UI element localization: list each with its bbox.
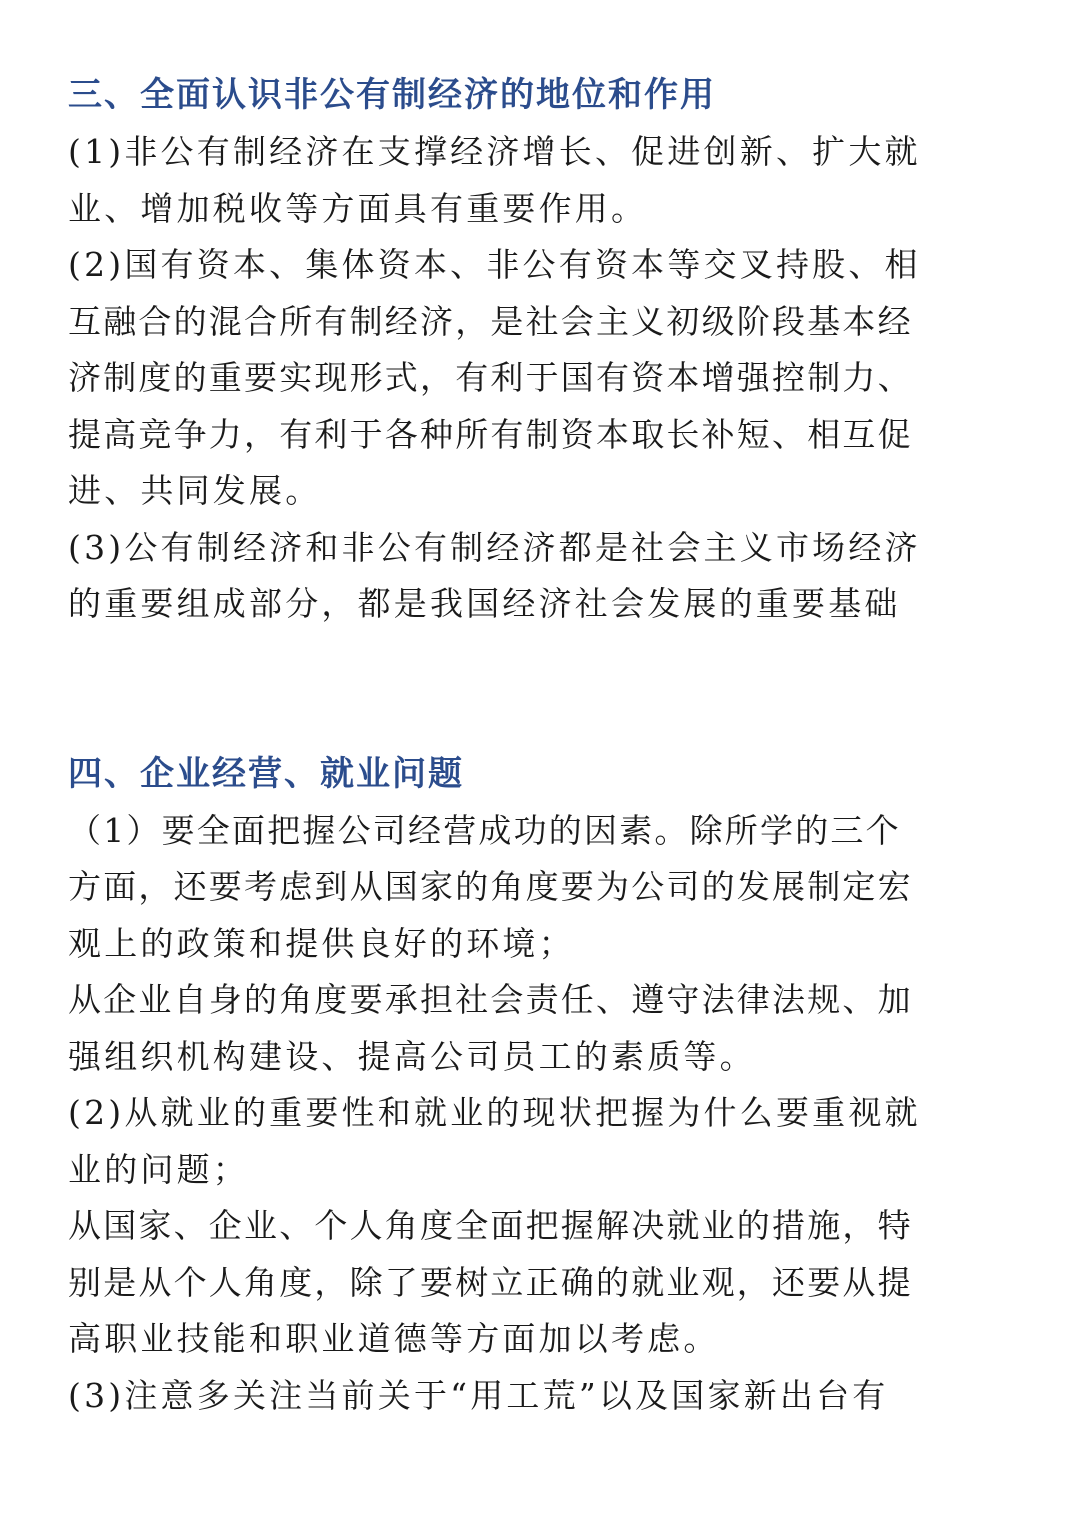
section-3-line: (1)非公有制经济在支撑经济增长、促进创新、扩大就 xyxy=(68,132,921,171)
section-gap xyxy=(68,633,1018,745)
section-4-line: 业的问题； xyxy=(68,1149,249,1189)
section-4-line: (2)从就业的重要性和就业的现状把握为什么要重视就 xyxy=(68,1093,921,1132)
section-3-line: 业、增加税收等方面具有重要作用。 xyxy=(68,188,648,228)
section-4-body xyxy=(68,803,1018,1425)
section-4-line: 方面，还要考虑到从国家的角度要为公司的发展制定宏 xyxy=(68,867,913,906)
section-4-line: 观上的政策和提供良好的环境； xyxy=(68,923,575,963)
section-3-body xyxy=(68,124,1018,633)
section-3-heading: 三、全面认识非公有制经济的地位和作用 xyxy=(68,75,716,115)
section-3-line: 济制度的重要实现形式，有利于国有资本增强控制力、 xyxy=(68,358,913,397)
document-page xyxy=(68,66,1018,1424)
section-4-heading: 四、企业经营、就业问题 xyxy=(68,753,464,794)
section-4-line: 强组织机构建设、提高公司员工的素质等。 xyxy=(68,1036,756,1076)
section-3-line: 进、共同发展。 xyxy=(68,471,322,510)
section-4-line: 高职业技能和职业道德等方面加以考虑。 xyxy=(68,1319,720,1358)
section-3-line: (3)公有制经济和非公有制经济都是社会主义市场经济 xyxy=(68,527,921,567)
section-4-line: 从国家、企业、个人角度全面把握解决就业的措施，特 xyxy=(68,1206,913,1245)
section-4-line: 从企业自身的角度要承担社会责任、遵守法律法规、加 xyxy=(68,980,913,1019)
section-4-line: 别是从个人角度，除了要树立正确的就业观，还要从提 xyxy=(68,1262,913,1302)
section-4-line: （1）要全面把握公司经营成功的因素。除所学的三个 xyxy=(68,810,901,850)
section-3-line: 提高竞争力，有利于各种所有制资本取长补短、相互促 xyxy=(68,414,913,454)
section-4-line: (3)注意多关注当前关于“用工荒”以及国家新出台有 xyxy=(68,1375,889,1415)
section-3-line: (2)国有资本、集体资本、非公有资本等交叉持股、相 xyxy=(68,245,921,284)
section-3-line: 互融合的混合所有制经济，是社会主义初级阶段基本经 xyxy=(68,301,913,341)
section-3-line: 的重要组成部分，都是我国经济社会发展的重要基础 xyxy=(68,584,901,623)
